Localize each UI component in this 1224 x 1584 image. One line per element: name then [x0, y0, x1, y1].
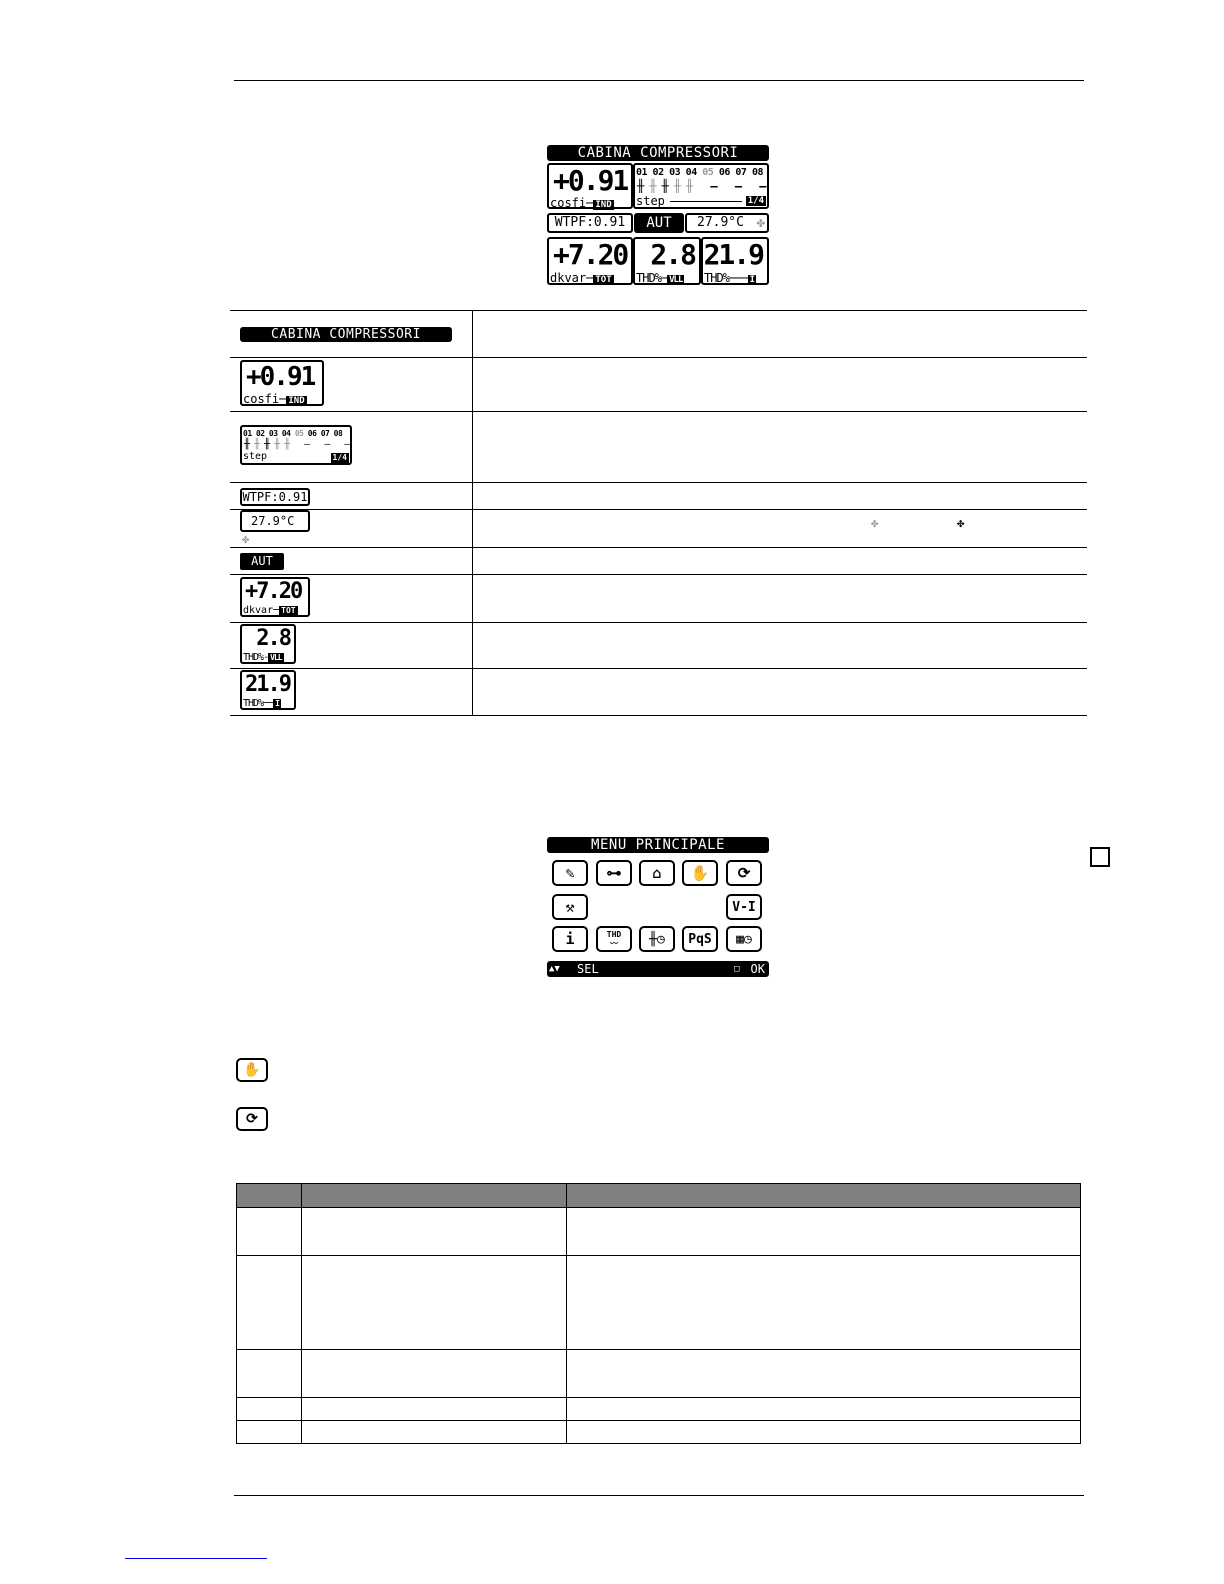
ok-square-icon: □ [734, 964, 740, 974]
legend-temperature: 27.9°C ✤ [240, 510, 310, 532]
table-row [230, 412, 1087, 483]
table-row [230, 483, 1087, 510]
thdv-tag: VLL [669, 275, 683, 285]
thdi-label: THD% [704, 271, 729, 285]
step-numbers: 01 02 03 04 05 06 07 08 [636, 167, 764, 178]
settings-profile-icon[interactable]: ✎ [552, 860, 588, 886]
auto-cycle-icon-standalone: ⟳ [236, 1107, 268, 1131]
footer-select-label: SEL [577, 962, 599, 976]
cosfi-value: +0.91 [553, 164, 628, 197]
main-menu-display [547, 837, 771, 979]
legend-thdv: 2.8 THD%- VLL [240, 624, 296, 664]
manual-hand-icon-standalone: ✋ [236, 1058, 268, 1082]
header-rule [234, 80, 1084, 81]
dkvar-tag: TOT [595, 275, 612, 285]
fan-icon: ✤ [756, 215, 765, 231]
key-icon[interactable]: ⊶ [596, 860, 632, 886]
table-header-row [237, 1184, 1081, 1208]
display-title: CABINA COMPRESSORI [547, 145, 769, 161]
info-icon[interactable]: i [552, 926, 588, 952]
cosfi-box: +0.91 cosfi─ IND [547, 163, 633, 209]
dkvar-label: dkvar [550, 271, 587, 285]
dkvar-value: +7.20 [553, 238, 628, 271]
temperature-box [685, 213, 769, 233]
main-display [547, 145, 771, 287]
fan-on-icon: ✤ [957, 516, 965, 530]
pqs-icon[interactable]: PqS [682, 926, 718, 952]
legend-mode: AUT [240, 553, 284, 570]
step-tag: 1/4 [747, 196, 764, 206]
temperature-value: 27.9°C [697, 215, 744, 230]
table-row [237, 1256, 1081, 1350]
step-capacitor-icons: ╫╫╫╫╫ – – – [637, 179, 772, 193]
dkvar-box: +7.20 dkvar─ TOT [547, 237, 633, 285]
table-row [230, 575, 1087, 623]
table-row [230, 358, 1087, 412]
menu-title: MENU PRINCIPALE [547, 837, 769, 853]
table-row [237, 1350, 1081, 1398]
legend-dkvar: +7.20 dkvar─ TOT [240, 577, 310, 617]
table-row [230, 669, 1087, 716]
cosfi-tag: IND [595, 200, 612, 210]
fan-off-icon: ✤ [871, 516, 879, 530]
legend-thdi: 21.9 THD%── I [240, 670, 296, 710]
table-row [230, 623, 1087, 669]
legend-steps: 01 02 03 04 05 06 07 08 ╫╫╫╫╫ – – – step 1/4 [240, 425, 352, 465]
footer-rule [234, 1495, 1084, 1496]
legend-cosfi: +0.91 cosfi─ IND [240, 360, 324, 406]
thdi-box: 21.9 THD%─── I [701, 237, 769, 285]
thdi-value: 21.9 [703, 238, 763, 271]
thdv-value: 2.8 [650, 238, 695, 271]
footer-ok-label: OK [750, 962, 765, 976]
table-row [230, 548, 1087, 575]
steps-box [633, 163, 772, 209]
thdv-box: 2.8 THD%─ VLL [633, 237, 701, 285]
table-row [237, 1208, 1081, 1256]
display-legend-table [230, 310, 1087, 716]
thd-icon[interactable]: THD 〰 [596, 926, 632, 952]
thdi-tag: I [749, 275, 755, 285]
wtpf-box: WTPF:0.91 [547, 213, 633, 233]
mode-indicator: AUT [634, 213, 684, 233]
cosfi-label: cosfi [550, 196, 587, 210]
manual-hand-icon[interactable]: ✋ [682, 860, 718, 886]
legend-title: CABINA COMPRESSORI [240, 327, 452, 342]
footnote-rule [125, 1558, 267, 1559]
table-row [230, 510, 1087, 548]
auto-cycle-icon[interactable]: ⟳ [726, 860, 762, 886]
table-row [237, 1421, 1081, 1444]
table-row [237, 1398, 1081, 1421]
checkbox-square[interactable] [1090, 847, 1110, 867]
calendar-clock-icon[interactable]: ▦◷ [726, 926, 762, 952]
empty-table [236, 1183, 1081, 1444]
up-down-icon: ▲▼ [549, 964, 560, 974]
fan-icon: ✤ [242, 532, 250, 546]
vi-measure-icon[interactable]: V-I [726, 894, 762, 920]
legend-wtpf: WTPF:0.91 [240, 488, 310, 506]
thdv-label: THD% [636, 271, 661, 285]
table-row [230, 311, 1087, 358]
menu-footer [547, 961, 769, 977]
capacitor-timer-icon[interactable]: ╫◷ [639, 926, 675, 952]
home-icon[interactable]: ⌂ [639, 860, 675, 886]
step-label: step [636, 194, 665, 208]
wrench-icon[interactable]: ⚒ [552, 894, 588, 920]
